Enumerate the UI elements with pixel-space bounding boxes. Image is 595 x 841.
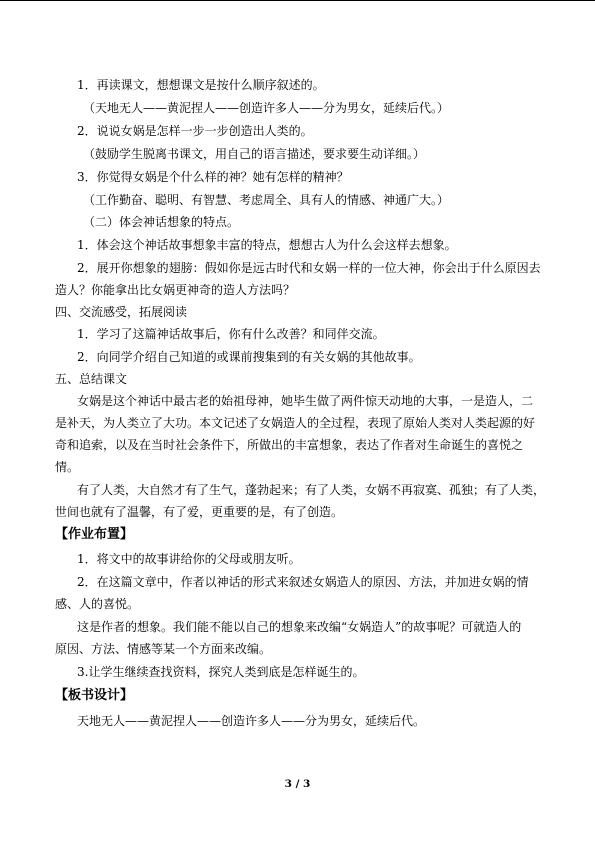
text-line: 情。 [55,460,80,474]
text-line: 奇和追索，以及在当时社会条件下，所做出的丰富想象，表达了作者对生命诞生的喜悦之 [55,438,524,452]
text-line: 2．向同学介绍自己知道的或课前搜集到的有关女娲的其他故事。 [77,350,421,364]
text-line: 1．再读课文，想想课文是按什么顺序叙述的。 [77,78,325,92]
text-line: 1．体会这个神话故事想象丰富的特点，想想古人为什么会这样去想象。 [77,238,457,252]
top-rule [0,0,595,1]
text-line: 世间也就有了温馨，有了爱，更重要的是，有了创造。 [55,505,344,519]
text-line: 2．展开你想象的翅膀：假如你是远古时代和女娲一样的一位大神，你会出于什么原因去 [77,261,541,275]
page-number: 3 / 3 [284,778,311,790]
text-line: （天地无人——黄泥捏人——创造许多人——分为男女，延续后代。） [83,101,450,115]
text-line: 感、人的喜悦。 [55,597,140,611]
text-line: （二）体会神话想象的特点。 [83,215,240,229]
text-line: 2．说说女娲是怎样一步一步创造出人类的。 [77,124,313,138]
text-line: （工作勤奋、聪明、有智慧、考虑周全、具有人的情感、神通广大。） [83,193,450,207]
text-line: 3．你觉得女娲是个什么样的神？她有怎样的精神？ [77,170,349,184]
text-line: 女娲是这个神话中最古老的始祖母神，她毕生做了两件惊天动地的大事，一是造人，二 [77,394,534,408]
text-line: （鼓励学生脱离书课文，用自己的语言描述，要求要生动详细。） [83,147,426,161]
text-line: 原因、方法、情感等某一个方面来改编。 [55,642,272,656]
text-line: 1．学习了这篇神话故事后，你有什么改善？和同伴交流。 [77,327,385,341]
section-heading: 五、总结课文 [55,372,128,386]
text-line: 这是作者的想象。我们能不能以自己的想象来改编“女娲造人”的故事呢？可就造人的 [77,620,522,634]
text-line: 1．将文中的故事讲给你的父母或朋友听。 [77,552,301,566]
homework-heading: 【作业布置】 [55,527,134,542]
text-line: 有了人类，大自然才有了生气，蓬勃起来；有了人类，女娲不再寂寞、孤独；有了人类， [77,483,546,497]
text-line: 2．在这篇文章中，作者以神话的形式来叙述女娲造人的原因、方法，并加进女娲的情 [77,575,529,589]
section-heading: 四、交流感受，拓展阅读 [55,305,188,319]
board-design-heading: 【板书设计】 [55,688,134,703]
text-line: 3.让学生继续查找资料，探究人类到底是怎样诞生的。 [77,665,365,679]
text-line: 造人？你能拿出比女娲更神奇的造人方法吗？ [55,283,296,297]
text-line: 天地无人——黄泥捏人——创造许多人——分为男女，延续后代。 [77,714,426,728]
text-line: 是补天，为人类立了大功。本文记述了女娲造人的全过程，表现了原始人类对人类起源的好 [55,416,536,430]
